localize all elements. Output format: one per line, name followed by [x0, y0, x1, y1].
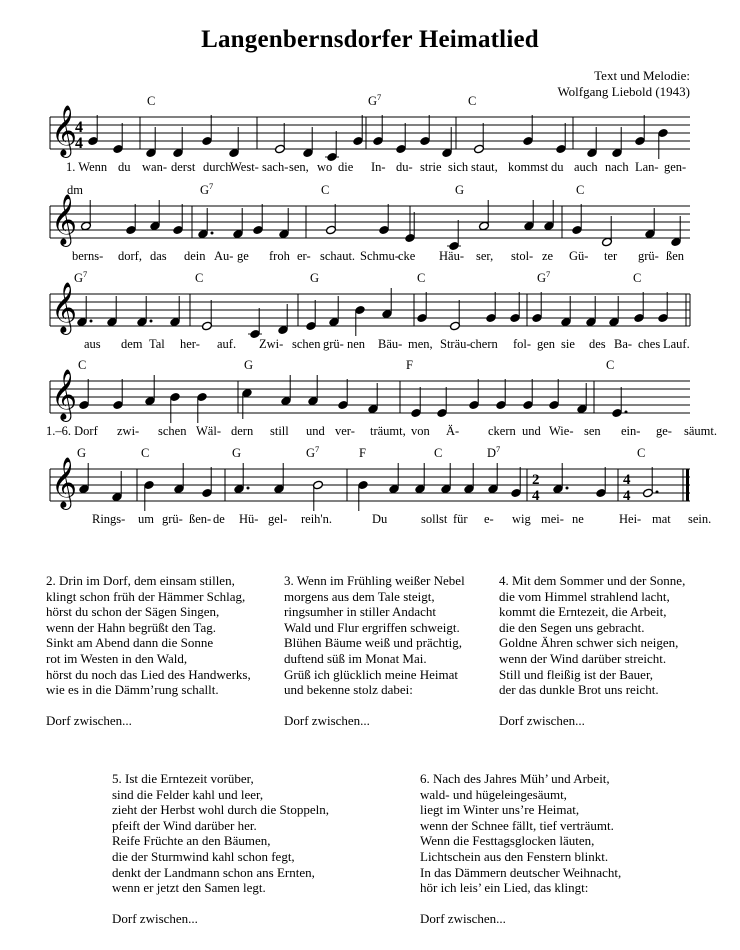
verse-line: Blühen Bäume weiß und prächtig,: [284, 635, 462, 651]
staff-system: [50, 444, 711, 526]
svg-text:𝄞: 𝄞: [51, 194, 78, 245]
lyric-syllable: Hü-: [239, 512, 259, 526]
note: [252, 204, 263, 235]
lyric-syllable: auf.: [217, 337, 237, 351]
lyric-syllable: grü-: [638, 249, 659, 263]
verse-line: 4. Mit dem Sommer und der Sonne,: [499, 573, 686, 588]
chord-symbol: F: [359, 446, 366, 460]
chord-symbol: $D^7$: [487, 444, 501, 460]
lyric-syllable: staut,: [471, 160, 498, 174]
note: [372, 115, 383, 146]
verse-line: die der Sturmwind kahl schon fegt,: [112, 848, 295, 864]
verse-line: Lichtschein aus den Fenstern blinkt.: [420, 848, 609, 864]
chord-symbol: $G^7$: [74, 269, 88, 285]
verse-6: [420, 771, 621, 927]
lyric-syllable: du: [551, 160, 564, 174]
lyric-syllable: das: [150, 249, 167, 263]
note: [585, 296, 596, 327]
note: [543, 200, 554, 231]
note: [354, 305, 365, 336]
note: [468, 379, 479, 410]
verse-refrain: Dorf zwischen...: [46, 713, 132, 729]
lyric-syllable: schaut.: [320, 249, 356, 263]
credits-line-1: Text und Melodie:: [594, 68, 690, 83]
treble-clef-icon: [51, 369, 77, 422]
chord-symbol: G: [455, 183, 465, 197]
note: [378, 204, 389, 235]
note: [509, 292, 520, 323]
lyric-syllable: ser,: [476, 249, 494, 263]
lyric-syllable: e-: [484, 512, 494, 526]
note: [111, 471, 122, 502]
chord-symbol: $G^7$: [306, 444, 320, 460]
note: [487, 463, 498, 494]
lyric-syllable: strie: [420, 160, 442, 174]
note: [611, 127, 622, 158]
lyric-syllable: ckern: [488, 424, 516, 438]
time-signature-bottom: 4: [75, 135, 83, 152]
treble-clef-icon: [51, 282, 77, 335]
chord-symbol: dm: [67, 183, 83, 197]
note: [608, 296, 619, 327]
treble-clef-icon: [51, 105, 77, 158]
note: [201, 300, 212, 331]
staff-system: [50, 92, 690, 174]
lyric-syllable: von: [411, 424, 430, 438]
verse-line: die vom Himmel strahlend lacht,: [499, 588, 670, 604]
chord-symbol: C: [637, 446, 646, 460]
note: [633, 292, 644, 323]
lyric-syllable: men,: [408, 337, 433, 351]
note: [416, 292, 427, 323]
note: [172, 127, 183, 158]
note: [449, 300, 460, 331]
verse-line: sind die Felder kahl und leer,: [112, 786, 264, 802]
chord-symbol: G: [310, 271, 320, 285]
note: [76, 296, 92, 327]
song-title: Langenbernsdorfer Heimatlied: [201, 26, 539, 53]
chord-symbol: G: [232, 446, 242, 460]
lyric-syllable: Lauf.: [663, 337, 690, 351]
note: [196, 392, 207, 423]
lyric-syllable: des: [589, 337, 606, 351]
note: [302, 127, 313, 158]
time-signature-change-top: 4: [623, 472, 631, 488]
chord-symbol: C: [417, 271, 426, 285]
lyric-syllable: chern: [470, 337, 498, 351]
lyric-syllable: dein: [184, 249, 206, 263]
lyric-syllable: um: [138, 512, 154, 526]
note: [106, 296, 117, 327]
lyric-syllable: Ä-: [446, 424, 460, 438]
treble-clef-icon: [51, 457, 77, 510]
chord-symbol: C: [606, 358, 615, 372]
note: [112, 123, 123, 154]
lyric-syllable: und: [522, 424, 541, 438]
lyric-syllable: ßen: [666, 249, 685, 263]
lyric-syllable: West-: [230, 160, 259, 174]
verse-refrain: Dorf zwischen...: [112, 911, 198, 927]
note: [523, 200, 534, 231]
verse-line: wenn er jetzt den Samen legt.: [112, 880, 266, 896]
lyric-syllable: ver-: [335, 424, 355, 438]
verse-line: rot im Westen in den Wald,: [46, 650, 188, 666]
svg-text:𝄞: 𝄞: [51, 457, 78, 508]
note: [169, 392, 180, 423]
note: [312, 480, 323, 511]
note: [447, 220, 461, 251]
note: [278, 208, 289, 239]
verse-line: 6. Nach des Jahres Müh’ und Arbeit,: [420, 771, 610, 786]
lyric-syllable: nen: [347, 337, 366, 351]
verse-2: [46, 573, 251, 729]
verse-3: [284, 573, 465, 729]
lyric-syllable: durch: [203, 160, 232, 174]
chord-symbol: C: [78, 358, 87, 372]
note: [381, 288, 392, 319]
note: [201, 115, 212, 146]
note: [197, 208, 213, 239]
staff-system: [46, 358, 717, 438]
lyric-syllable: und: [306, 424, 325, 438]
note: [531, 292, 542, 323]
note: [228, 127, 239, 158]
verse-line: und bekenne stolz dabei:: [284, 682, 413, 698]
staff-system: [50, 181, 690, 263]
final-barline: [686, 469, 689, 501]
verse-line: klingt schon früh der Hämmer Schlag,: [46, 588, 246, 604]
note: [201, 467, 212, 498]
time-signature-top: 4: [75, 119, 83, 136]
verse-5: [112, 771, 329, 927]
verse-line: 2. Drin im Dorf, dem einsam stillen,: [46, 573, 235, 588]
chord-symbol: C: [468, 94, 477, 108]
verse-line: 3. Wenn im Frühling weißer Nebel: [284, 573, 465, 588]
verse-line: Reife Früchte an den Bäumen,: [112, 833, 271, 849]
verse-line: pfeift der Wind darüber her.: [112, 817, 257, 833]
note: [388, 463, 399, 494]
verse-line: die den Segen uns gebracht.: [499, 619, 645, 635]
note: [395, 123, 406, 154]
lyric-syllable: ches: [638, 337, 661, 351]
verse-line: In das Dämmern deutscher Weihnacht,: [420, 864, 622, 880]
lyric-syllable: mei-: [541, 512, 564, 526]
lyric-syllable: die: [338, 160, 354, 174]
lyric-syllable: Ba-: [614, 337, 633, 351]
lyric-syllable: Schmu-: [360, 249, 399, 263]
note: [273, 463, 284, 494]
lyric-syllable: Häu-: [439, 249, 464, 263]
lyric-syllable: für: [453, 512, 468, 526]
lyric-syllable: schen: [158, 424, 187, 438]
lyric-syllable: ze: [542, 249, 554, 263]
note: [367, 383, 378, 414]
lyric-syllable: Sträu-: [440, 337, 471, 351]
verse-line: 5. Ist die Erntezeit vorüber,: [112, 771, 254, 786]
lyric-syllable: Rings-: [92, 512, 126, 526]
note: [78, 379, 89, 410]
note: [441, 127, 452, 158]
note: [657, 128, 668, 159]
note: [463, 463, 474, 494]
chord-symbol: C: [434, 446, 443, 460]
verse-line: hörst du noch das Lied des Handwerks,: [46, 666, 251, 682]
verse-line: denkt der Landmann schon ans Ernten,: [112, 864, 315, 880]
lyric-syllable: Zwi-: [259, 337, 284, 351]
chord-symbol: C: [576, 183, 585, 197]
lyric-syllable: ge: [237, 249, 249, 263]
lyric-syllable: säumt.: [684, 424, 717, 438]
treble-clef-icon: [51, 194, 77, 247]
note: [571, 204, 582, 235]
note: [169, 296, 180, 327]
note: [657, 292, 668, 323]
chord-symbol: C: [633, 271, 642, 285]
verse-refrain: Dorf zwischen...: [284, 713, 370, 729]
note: [419, 115, 430, 146]
note: [143, 480, 154, 511]
note: [576, 383, 587, 414]
lyric-syllable: Tal: [149, 337, 165, 351]
note: [173, 463, 184, 494]
lyric-syllable: mat: [652, 512, 671, 526]
note: [510, 467, 521, 498]
lyric-syllable: Au-: [214, 249, 234, 263]
note: [307, 375, 318, 406]
verse-line: wenn der Hahn begrüßt den Tag.: [46, 619, 216, 635]
note: [440, 463, 451, 494]
verse-line: morgens aus dem Tale steigt,: [284, 588, 435, 604]
note: [87, 115, 98, 146]
note: [328, 296, 339, 327]
note: [522, 379, 533, 410]
verse-line: Wald und Flur ergriffen schweigt.: [284, 619, 460, 635]
note: [145, 127, 156, 158]
note: [495, 379, 506, 410]
note: [634, 115, 645, 146]
lyric-syllable: du-: [396, 160, 413, 174]
note: [670, 216, 681, 247]
note: [337, 379, 348, 410]
note: [552, 463, 568, 494]
verse-line: wenn der Wind darüber streicht.: [499, 650, 667, 666]
lyric-syllable: dern: [231, 424, 254, 438]
note: [357, 480, 368, 511]
lyric-syllable: In-: [371, 160, 386, 174]
note: [149, 200, 160, 231]
lyric-syllable: Gü-: [569, 249, 589, 263]
svg-text:𝄞: 𝄞: [51, 282, 78, 333]
note: [305, 300, 316, 331]
lyric-syllable: ein-: [621, 424, 641, 438]
verse-line: wie es in die Dämm’rung schallt.: [46, 682, 219, 698]
verse-line: der das dunkle Brot uns reicht.: [499, 682, 659, 698]
verse-line: wenn der Schnee fällt, tief verträumt.: [420, 817, 614, 833]
verse-line: Wenn die Festtagsglocken läuten,: [420, 833, 595, 849]
note: [644, 208, 655, 239]
lyric-syllable: berns-: [72, 249, 104, 263]
lyric-syllable: Wie-: [549, 424, 574, 438]
chord-symbol: F: [406, 358, 413, 372]
note: [144, 375, 155, 406]
note: [232, 208, 243, 239]
chord-symbol: G: [244, 358, 254, 372]
lyric-syllable: froh: [269, 249, 290, 263]
lyric-syllable: gen-: [664, 160, 687, 174]
verse-line: Still und fleißig ist der Bauer,: [499, 666, 654, 682]
lyric-syllable: sollst: [421, 512, 448, 526]
lyric-syllable: auch: [574, 160, 598, 174]
lyric-syllable: sen,: [289, 160, 309, 174]
lyric-syllable: fol-: [513, 337, 532, 351]
time-signature-change-bottom: 4: [623, 488, 631, 504]
verse-line: ringsumher in stiller Andacht: [284, 604, 437, 620]
note: [274, 123, 285, 154]
note: [248, 308, 262, 339]
verse-line: Grüß ich glücklich meine Heimat: [284, 666, 459, 682]
chord-symbol: C: [195, 271, 204, 285]
staff-system: [50, 269, 690, 351]
note: [112, 379, 123, 410]
verse-line: zieht der Herbst wohl durch die Stoppeln,: [112, 802, 329, 818]
lyric-syllable: schen: [292, 337, 321, 351]
chord-symbol: $G^7$: [537, 269, 551, 285]
verse-line: wald- und hügeleingesäumt,: [420, 786, 567, 802]
lyric-syllable: sich: [448, 160, 469, 174]
lyric-syllable: gel-: [268, 512, 288, 526]
lyric-syllable: zwi-: [117, 424, 140, 438]
lyric-syllable: ter: [604, 249, 618, 263]
chord-symbol: C: [141, 446, 150, 460]
lyric-syllable: nach: [605, 160, 629, 174]
svg-text:𝄞: 𝄞: [51, 369, 78, 420]
note: [172, 204, 183, 235]
time-signature-change-top: 2: [532, 472, 540, 488]
chord-symbol: $G^7$: [368, 92, 382, 108]
note: [555, 123, 566, 154]
note: [78, 463, 89, 494]
lyric-syllable: ßen-: [189, 512, 212, 526]
verse-line: liegt im Winter uns’re Heimat,: [420, 802, 580, 818]
lyric-syllable: wan-: [142, 160, 167, 174]
note: [233, 463, 249, 494]
lyric-syllable: sein.: [688, 512, 712, 526]
verse-refrain: Dorf zwischen...: [420, 911, 506, 927]
chord-symbol: G: [77, 446, 87, 460]
note: [410, 387, 421, 418]
lyric-syllable: sie: [561, 337, 575, 351]
lyric-syllable: dorf,: [118, 249, 142, 263]
lyric-syllable: reih'n.: [301, 512, 333, 526]
time-signature-change-bottom: 4: [532, 488, 540, 504]
note: [125, 204, 136, 235]
lyric-syllable: sach-: [262, 160, 289, 174]
note: [277, 304, 288, 335]
lyric-syllable: grü-: [162, 512, 183, 526]
lyric-syllable: kommst: [508, 160, 549, 174]
note: [414, 463, 425, 494]
chord-symbol: $G^7$: [200, 181, 214, 197]
lyric-syllable: wig: [512, 512, 531, 526]
lyric-syllable: sen: [584, 424, 601, 438]
note: [601, 216, 612, 247]
lyric-syllable: her-: [180, 337, 200, 351]
lyric-syllable: ge-: [656, 424, 672, 438]
note: [586, 127, 597, 158]
lyric-syllable: Bäu-: [378, 337, 403, 351]
lyric-syllable: träumt,: [370, 424, 406, 438]
lyric-syllable: wo: [317, 160, 333, 174]
verse-line: hörst du schon der Sägen Singen,: [46, 604, 220, 620]
lyric-syllable: Wäl-: [196, 424, 221, 438]
lyric-syllable: cke: [398, 249, 416, 263]
note: [595, 467, 606, 498]
lyric-syllable: ne: [572, 512, 584, 526]
verse-4: [499, 573, 685, 729]
lyric-syllable: dem: [121, 337, 143, 351]
note: [352, 115, 363, 146]
note: [478, 200, 489, 231]
chord-symbol: C: [321, 183, 330, 197]
lyric-syllable: Lan-: [635, 160, 659, 174]
lyric-syllable: Hei-: [619, 512, 642, 526]
note: [80, 200, 91, 231]
note: [473, 123, 484, 154]
chord-symbol: C: [147, 94, 156, 108]
note: [436, 387, 447, 418]
lyric-syllable: de: [213, 512, 225, 526]
lyric-syllable: du: [118, 160, 131, 174]
verse-line: hör ich leis’ ein Lied, das klingt:: [420, 880, 589, 896]
lyric-syllable: 1. Wenn: [66, 160, 108, 174]
lyric-syllable: Du: [372, 512, 388, 526]
lyric-syllable: stol-: [511, 249, 534, 263]
note: [485, 292, 496, 323]
note: [280, 375, 291, 406]
note: [325, 204, 336, 235]
note: [136, 296, 152, 327]
lyric-syllable: still: [270, 424, 289, 438]
note: [325, 131, 339, 162]
note: [560, 296, 571, 327]
lyric-syllable: er-: [297, 249, 311, 263]
lyric-syllable: aus: [84, 337, 101, 351]
lyric-syllable: gen: [537, 337, 556, 351]
credits-line-2: Wolfgang Liebold (1943): [557, 84, 690, 99]
verse-refrain: Dorf zwischen...: [499, 713, 585, 729]
verse-line: Sinkt am Abend dann die Sonne: [46, 635, 214, 651]
verse-line: duftend süß im Monat Mai.: [284, 650, 427, 666]
note: [548, 379, 559, 410]
lyric-syllable: derst: [171, 160, 196, 174]
note: [241, 388, 252, 419]
lyric-syllable: grü-: [323, 337, 344, 351]
lyric-syllable: 1.–6. Dorf: [46, 424, 98, 438]
verse-line: Goldne Ähren schwer sich neigen,: [499, 635, 679, 651]
verse-line: kommt die Erntezeit, die Arbeit,: [499, 604, 667, 620]
svg-text:𝄞: 𝄞: [51, 105, 78, 156]
note: [522, 115, 533, 146]
